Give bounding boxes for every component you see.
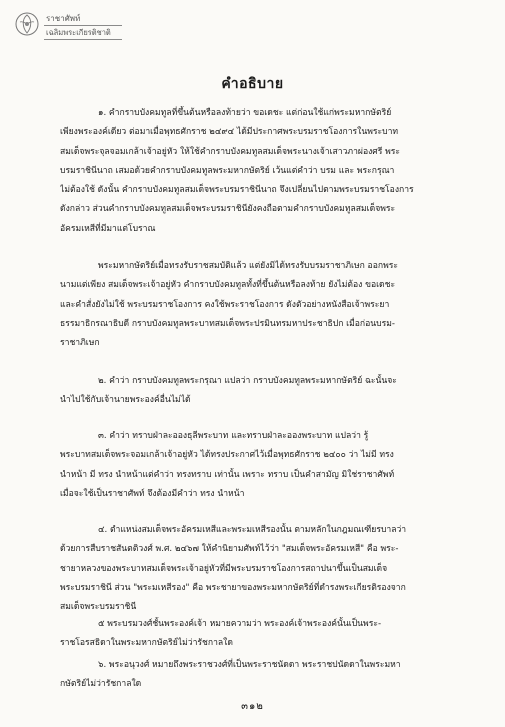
paragraph-6 bbox=[60, 656, 460, 695]
text-line: พระบาทสมเด็จพระจอมเกล้าเจ้าอยู่หัว ได้ทรงประกาศไว้เมื่อพุทธศักราช ๒๔๐๐ ว่า ไม่มี ทรง bbox=[60, 450, 394, 461]
text-line: กษัตริย์ไม่ว่ารัชกาลใด bbox=[60, 679, 142, 690]
header-title: ราชาศัพท์ bbox=[46, 14, 81, 23]
text-line: ๑. คำกราบบังคมทูลที่ขึ้นต้นหรือลงท้ายว่า ขอเดชะ แต่ก่อนใช้แก่พระมหากษัตริย์ bbox=[98, 108, 392, 118]
paragraph-2 bbox=[60, 372, 460, 411]
text-line: และคำสั่งยังไม่ใช้ พระบรมราชโองการ คงใช้พระราชโองการ ดังตัวอย่างหนังสือเจ้าพระยา bbox=[60, 299, 390, 310]
page-number: ๓๑๒ bbox=[241, 701, 264, 712]
text-line: พระมหากษัตริย์เมื่อทรงรับราชสมบัติแล้ว แต่ยังมิได้ทรงรับบรมราชาภิเษก ออกพระ bbox=[98, 261, 398, 271]
text-line: ๖. พระอนุวงศ์ หมายถึงพระราชวงศ์ที่เป็นพระราชนัดดา พระราชปนัดดาในพระมหา bbox=[98, 660, 401, 670]
text-line: ดังกล่าว ส่วนคำกราบบังคมทูลสมเด็จพระบรมราชินียังคงถือตามคำกราบบังคมทูลสมเด็จพระ bbox=[60, 204, 396, 215]
text-line: นำไปใช้กับเจ้านายพระองค์อื่นไม่ได้ bbox=[60, 395, 191, 406]
header-rule bbox=[44, 39, 122, 40]
text-line: อัครมเหสีที่มีมาแต่โบราณ bbox=[60, 223, 156, 234]
text-line: ธรรมาธิกรณาธิบดี กราบบังคมทูลพระบาทสมเด็จพระปรมินทรมหาประชาธิปก เมื่อก่อนบรม- bbox=[60, 318, 396, 329]
header-rule bbox=[44, 25, 122, 26]
text-line: ด้วยการสืบราชสันตติวงศ์ พ.ศ. ๒๔๖๗ ให้คำนิยามศัพท์ไว้ว่า "สมเด็จพระอัครมเหสี" คือ พระ- bbox=[60, 544, 399, 555]
text-line: สมเด็จพระจุลจอมเกล้าเจ้าอยู่หัว ให้ใช้คำกราบบังคมทูลสมเด็จพระนางเจ้าเสาวภาผ่องศรี พระ bbox=[60, 146, 401, 157]
paragraph-5 bbox=[60, 615, 460, 654]
text-line: ๔. ตำแหน่งสมเด็จพระอัครมเหสีและพระมเหสีรองนั้น ตามหลักในกฎมณเฑียรบาลว่า bbox=[98, 525, 407, 535]
text-line: นามแต่เพียง สมเด็จพระเจ้าอยู่หัว คำกราบบังคมทูลทั้งที่ขึ้นต้นหรือลงท้าย ยังไม่ต้อง ขอเดชะ bbox=[60, 280, 396, 291]
emblem-icon bbox=[14, 10, 40, 38]
paragraph-1 bbox=[60, 104, 460, 239]
page-title: คำอธิบาย bbox=[221, 76, 284, 92]
text-line: ชายาหลวงของพระบาทสมเด็จพระเจ้าอยู่หัวที่มีพระบรมราชโองการสถาปนาขึ้นเป็นสมเด็จ bbox=[60, 563, 388, 574]
text-line: ราชาภิเษก bbox=[60, 338, 100, 349]
header-subtitle: เฉลิมพระเกียรติชาติ bbox=[46, 28, 111, 37]
paragraph-1b bbox=[60, 257, 460, 353]
text-line: บรมราชินีนาถ เสมอด้วยคำกราบบังคมทูลพระมหากษัตริย์ เว้นแต่คำว่า บรม และ พระกรุณา bbox=[60, 165, 395, 176]
text-line: พระบรมราชินี ส่วน "พระมเหสีรอง" คือ พระชายาของพระมหากษัตริย์ที่ดำรงพระเกียรติรองจาก bbox=[60, 582, 406, 593]
text-line: ๓. คำว่า ทราบฝ่าละอองธุลีพระบาท และทราบฝ่าละอองพระบาท แปลว่า รู้ bbox=[98, 431, 369, 441]
text-line: ๕ พระบรมวงศ์ชั้นพระองค์เจ้า หมายความว่า พระองค์เจ้าพระองค์นั้นเป็นพระ- bbox=[98, 619, 382, 629]
text-line: สมเด็จพระบรมราชินี bbox=[60, 602, 137, 613]
text-line: ๒. คำว่า กราบบังคมทูลพระกรุณา แปลว่า กราบบังคมทูลพระมหากษัตริย์ ฉะนั้นจะ bbox=[98, 376, 397, 386]
text-line: ไม่ต้องใช้ ดังนั้น คำกราบบังคมทูลสมเด็จพระบรมราชินีนาถ จึงเปลี่ยนไปตามพระบรมราชโองการ bbox=[60, 185, 414, 196]
paragraph-4 bbox=[60, 521, 460, 617]
text-line: ราชโอรสธิดาในพระมหากษัตริย์ไม่ว่ารัชกาลใด bbox=[60, 638, 233, 649]
header-logo bbox=[14, 8, 124, 42]
paragraph-3 bbox=[60, 427, 460, 504]
text-line: เมื่อจะใช้เป็นราชาศัพท์ จึงต้องมีคำว่า ทรง นำหน้า bbox=[60, 488, 245, 499]
text-line: นำหน้า มี ทรง นำหน้าแต่คำว่า ทรงทราบ เท่านั้น เพราะ ทราบ เป็นคำสามัญ มิใช่ราชาศัพท์ bbox=[60, 469, 395, 480]
text-line: เพียงพระองค์เดียว ต่อมาเมื่อพุทธศักราช ๒๔๙๔ ได้มีประกาศพระบรมราชโองการในพระบาท bbox=[60, 127, 399, 138]
